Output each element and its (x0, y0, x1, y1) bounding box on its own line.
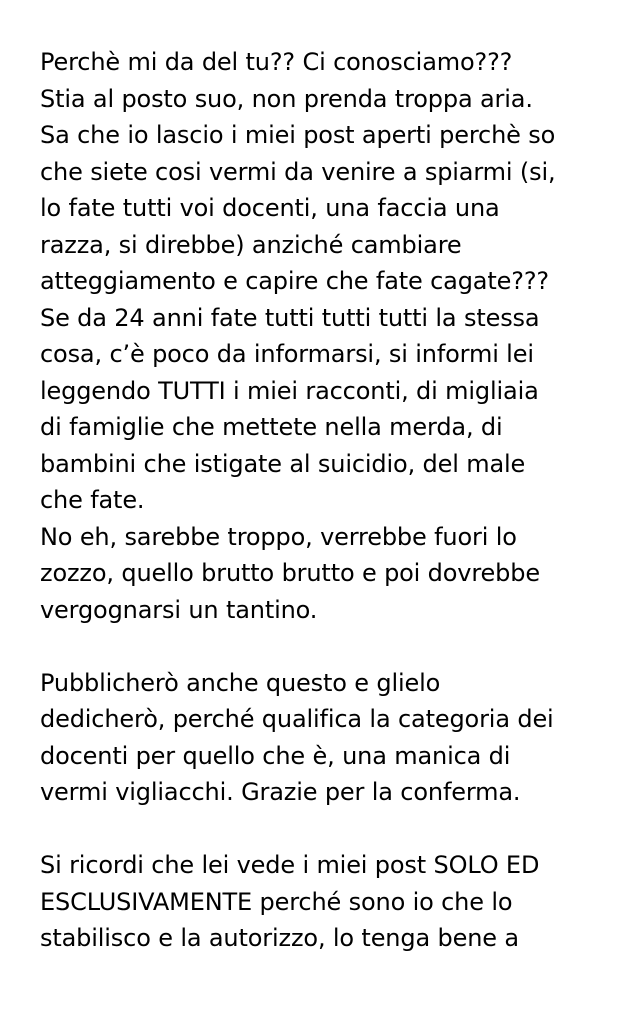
text-line: razza, si direbbe) anziché cambiare (40, 230, 462, 259)
text-line: Stia al posto suo, non prenda troppa aria. (40, 84, 533, 113)
text-line: stabilisco e la autorizzo, lo tenga bene a (40, 924, 519, 952)
text-line: di famiglie che mettete nella merda, di (40, 413, 503, 441)
text-line: lo fate tutti voi docenti, una faccia una (40, 194, 500, 222)
text-line: che siete cosi vermi da venire a spiarmi (si, (40, 157, 556, 186)
message-paragraph-1 (40, 44, 630, 628)
text-line: docenti per quello che è, una manica di (40, 741, 511, 770)
text-line: bambini che istigate al suicidio, del male (40, 449, 526, 478)
text-line: zozzo, quello brutto brutto e poi dovrebbe (40, 559, 540, 587)
paragraph-gap (40, 811, 630, 848)
text-line: Si ricordi che lei vede i miei post SOLO ED (40, 851, 540, 879)
text-line: vergognarsi un tantino. (40, 595, 318, 624)
paragraph-gap (40, 628, 630, 665)
text-line: Se da 24 anni fate tutti tutti tutti la stessa (40, 303, 540, 332)
message-paragraph-2 (40, 665, 630, 811)
text-line: Perchè mi da del tu?? Ci conosciamo??? (40, 48, 513, 76)
text-line: vermi vigliacchi. Grazie per la conferma. (40, 778, 521, 806)
text-line: Sa che io lascio i miei post aperti perchè so (40, 121, 556, 149)
text-line: atteggiamento e capire che fate cagate??? (40, 267, 549, 295)
message-text (40, 44, 630, 957)
text-line: Pubblicherò anche questo e glielo (40, 668, 441, 697)
text-line: cosa, c’è poco da informarsi, si informi lei (40, 340, 534, 368)
text-line: leggendo TUTTI i miei racconti, di migliaia (40, 376, 539, 405)
text-line: che fate. (40, 486, 145, 514)
text-line: dedicherò, perché qualifica la categoria dei (40, 705, 554, 733)
text-line: ESCLUSIVAMENTE perché sono io che lo (40, 887, 513, 916)
text-line: No eh, sarebbe troppo, verrebbe fuori lo (40, 522, 517, 551)
message-paragraph-3 (40, 847, 630, 957)
